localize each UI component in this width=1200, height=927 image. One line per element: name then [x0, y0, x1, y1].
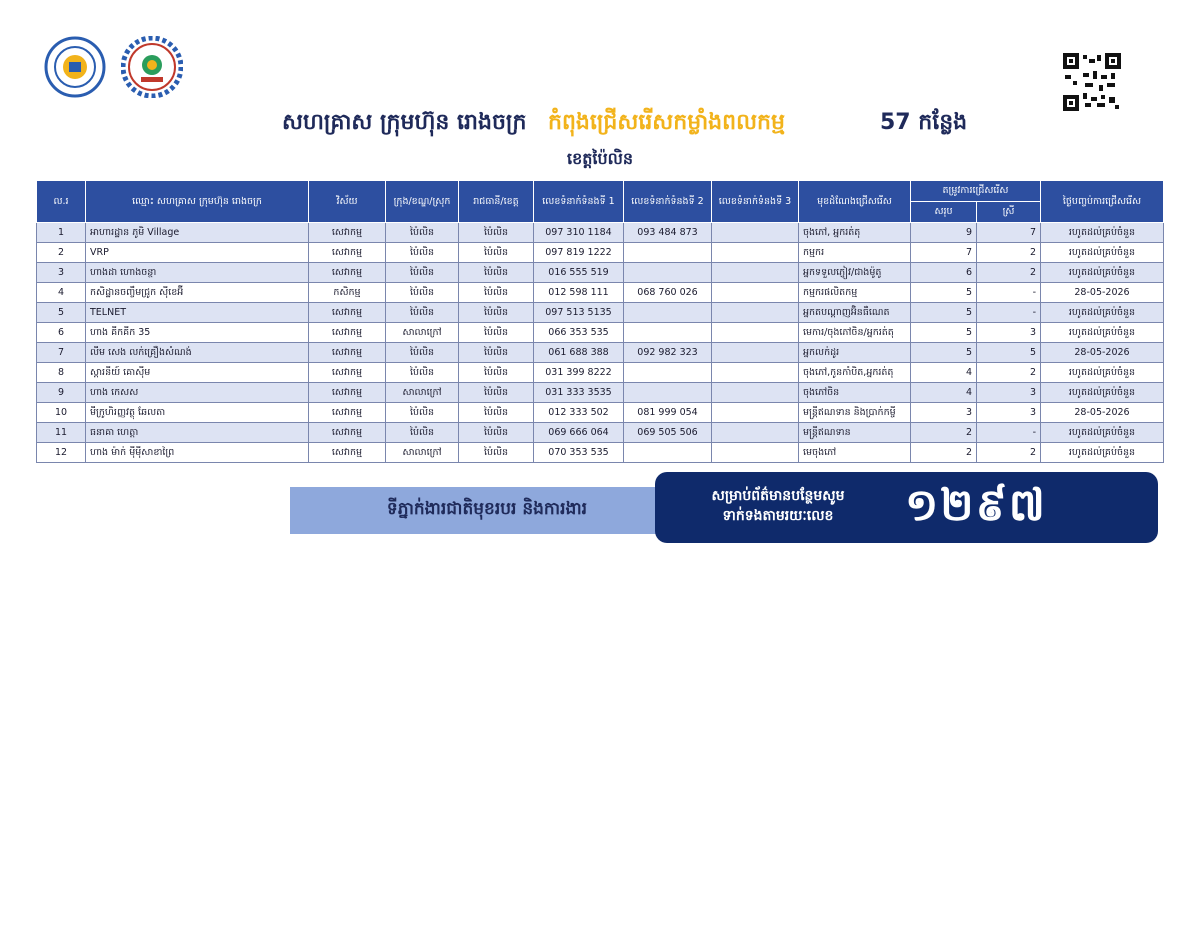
- table-row: [37, 363, 1164, 383]
- cell-phone3: [712, 243, 799, 263]
- header-female: ស្រី: [977, 202, 1041, 223]
- cell-phone1: 031 333 3535: [534, 383, 624, 403]
- cell-sector: សេវាកម្ម: [309, 423, 386, 443]
- cell-female: 3: [977, 323, 1041, 343]
- cell-name: លីម សេង លក់គ្រឿងសំណង់: [86, 343, 309, 363]
- cell-district: ប៉ៃលិន: [386, 243, 459, 263]
- cell-phone2: [624, 323, 712, 343]
- cell-deadline: រហូតដល់គ្រប់ចំនួន: [1041, 423, 1164, 443]
- cell-sector: សេវាកម្ម: [309, 343, 386, 363]
- cell-phone1: 070 353 535: [534, 443, 624, 463]
- cell-no: 8: [37, 363, 86, 383]
- cell-position: កម្មករ: [799, 243, 911, 263]
- cell-phone1: 066 353 535: [534, 323, 624, 343]
- table-row: [37, 263, 1164, 283]
- cell-no: 10: [37, 403, 86, 423]
- cell-phone1: 097 310 1184: [534, 223, 624, 243]
- cell-sector: សេវាកម្ម: [309, 243, 386, 263]
- cell-name: ស្តារនីយ៍ គោស៊ីម: [86, 363, 309, 383]
- cell-name: អាហារដ្ឋាន ភូមិ Village: [86, 223, 309, 243]
- cell-deadline: រហូតដល់គ្រប់ចំនួន: [1041, 243, 1164, 263]
- cell-district: ប៉ៃលិន: [386, 423, 459, 443]
- cell-province: ប៉ៃលិន: [459, 383, 534, 403]
- cell-deadline: រហូតដល់គ្រប់ចំនួន: [1041, 323, 1164, 343]
- cell-name: TELNET: [86, 303, 309, 323]
- header-district: ក្រុង/ខណ្ឌ/ស្រុក: [386, 181, 459, 223]
- qr-code-icon: [1063, 53, 1121, 111]
- table-row: [37, 403, 1164, 423]
- cell-sector: សេវាកម្ម: [309, 263, 386, 283]
- cell-deadline: រហូតដល់គ្រប់ចំនួន: [1041, 223, 1164, 243]
- cell-name: ហាង ម៉ាក់ ម៉ីម៉ីសាខាព្រៃ: [86, 443, 309, 463]
- table-row: [37, 443, 1164, 463]
- cell-female: 3: [977, 403, 1041, 423]
- cell-phone3: [712, 363, 799, 383]
- cell-no: 12: [37, 443, 86, 463]
- cell-deadline: 28-05-2026: [1041, 343, 1164, 363]
- table-row: [37, 323, 1164, 343]
- cell-phone3: [712, 283, 799, 303]
- cell-deadline: រហូតដល់គ្រប់ចំនួន: [1041, 263, 1164, 283]
- cell-no: 4: [37, 283, 86, 303]
- cell-phone1: 097 819 1222: [534, 243, 624, 263]
- table-row: [37, 383, 1164, 403]
- cell-province: ប៉ៃលិន: [459, 323, 534, 343]
- cell-province: ប៉ៃលិន: [459, 303, 534, 323]
- cell-no: 3: [37, 263, 86, 283]
- table-row: [37, 223, 1164, 243]
- cell-district: សាលាក្រៅ: [386, 383, 459, 403]
- table-row: [37, 303, 1164, 323]
- table-row: [37, 283, 1164, 303]
- cell-sector: សេវាកម្ម: [309, 223, 386, 243]
- cell-position: ចុងភៅចិន: [799, 383, 911, 403]
- cell-phone3: [712, 323, 799, 343]
- agency-banner: [290, 487, 704, 534]
- cell-total: 5: [911, 323, 977, 343]
- cell-name: ហាងដា ហោងចន្ថា: [86, 263, 309, 283]
- cell-female: 2: [977, 243, 1041, 263]
- cell-position: ចុងភៅ,កូនកាំបិត,អ្នករត់តុ: [799, 363, 911, 383]
- cell-female: 2: [977, 443, 1041, 463]
- cell-phone2: 068 760 026: [624, 283, 712, 303]
- cell-no: 1: [37, 223, 86, 243]
- cell-district: ប៉ៃលិន: [386, 283, 459, 303]
- province-subtitle: ខេត្តប៉ៃលិន: [566, 149, 633, 168]
- cell-total: 6: [911, 263, 977, 283]
- cell-position: មេចុងភៅ: [799, 443, 911, 463]
- cell-sector: សេវាកម្ម: [309, 403, 386, 423]
- header-name: ឈ្មោះ សហគ្រាស ក្រុមហ៊ុន រោងចក្រ: [86, 181, 309, 223]
- cell-sector: សេវាកម្ម: [309, 323, 386, 343]
- cell-province: ប៉ៃលិន: [459, 283, 534, 303]
- header-phone2: លេខទំនាក់ទំនងទី 2: [624, 181, 712, 223]
- cell-phone1: 031 399 8222: [534, 363, 624, 383]
- cell-no: 9: [37, 383, 86, 403]
- cell-female: 3: [977, 383, 1041, 403]
- cell-province: ប៉ៃលិន: [459, 443, 534, 463]
- cell-total: 5: [911, 303, 977, 323]
- cell-phone1: 069 666 064: [534, 423, 624, 443]
- cell-total: 2: [911, 423, 977, 443]
- cell-province: ប៉ៃលិន: [459, 263, 534, 283]
- cell-name: ហាង កេសស: [86, 383, 309, 403]
- cell-name: VRP: [86, 243, 309, 263]
- cell-province: ប៉ៃលិន: [459, 223, 534, 243]
- cell-female: 7: [977, 223, 1041, 243]
- cell-female: 2: [977, 263, 1041, 283]
- cell-total: 9: [911, 223, 977, 243]
- cell-district: ប៉ៃលិន: [386, 343, 459, 363]
- cell-phone2: [624, 443, 712, 463]
- cell-name: កសិដ្ឋានចញ្ចឹមជ្រូក ស៊ីខេអ៊ី: [86, 283, 309, 303]
- table-row: [37, 423, 1164, 443]
- cell-sector: សេវាកម្ម: [309, 303, 386, 323]
- cell-phone3: [712, 403, 799, 423]
- cell-phone2: [624, 303, 712, 323]
- title-organizations: សហគ្រាស ក្រុមហ៊ុន រោងចក្រ: [282, 110, 527, 135]
- header-no: ល.រ: [37, 181, 86, 223]
- cell-deadline: រហូតដល់គ្រប់ចំនួន: [1041, 383, 1164, 403]
- cell-no: 5: [37, 303, 86, 323]
- cell-sector: សេវាកម្ម: [309, 363, 386, 383]
- cell-sector: សេវាកម្ម: [309, 443, 386, 463]
- cell-total: 3: [911, 403, 977, 423]
- cell-deadline: រហូតដល់គ្រប់ចំនួន: [1041, 443, 1164, 463]
- cell-position: អ្នកតបណ្តាញអ៊ិនធឺណេត: [799, 303, 911, 323]
- header-phone1: លេខទំនាក់ទំនងទី 1: [534, 181, 624, 223]
- cell-district: ប៉ៃលិន: [386, 403, 459, 423]
- cell-no: 2: [37, 243, 86, 263]
- cell-phone1: 012 333 502: [534, 403, 624, 423]
- cell-district: សាលាក្រៅ: [386, 323, 459, 343]
- table-row: [37, 343, 1164, 363]
- cell-no: 7: [37, 343, 86, 363]
- cell-phone2: 093 484 873: [624, 223, 712, 243]
- ministry-emblem-icon: [44, 36, 106, 98]
- cell-deadline: រហូតដល់គ្រប់ចំនួន: [1041, 363, 1164, 383]
- hotline-number: ១២៩៧: [905, 480, 1047, 531]
- cell-sector: កសិកម្ម: [309, 283, 386, 303]
- nea-gear-logo-icon: [121, 36, 183, 98]
- cell-district: ប៉ៃលិន: [386, 223, 459, 243]
- contact-line1: សម្រាប់ព័ត៌មានបន្ថែមសូម: [711, 488, 845, 504]
- header-needed: តម្រូវការជ្រើសរើស: [911, 181, 1041, 202]
- contact-info: [693, 486, 863, 526]
- cell-position: ចុងភៅ, អ្នករត់តុ: [799, 223, 911, 243]
- cell-female: -: [977, 423, 1041, 443]
- cell-name: ធនាគា ហេត្តា: [86, 423, 309, 443]
- cell-phone2: 081 999 054: [624, 403, 712, 423]
- cell-total: 7: [911, 243, 977, 263]
- cell-deadline: 28-05-2026: [1041, 283, 1164, 303]
- cell-female: 2: [977, 363, 1041, 383]
- header-deadline: ថ្ងៃបញ្ចប់ការជ្រើសរើស: [1041, 181, 1164, 223]
- cell-phone3: [712, 423, 799, 443]
- cell-no: 6: [37, 323, 86, 343]
- page-title: [0, 108, 1200, 142]
- cell-phone1: 012 598 111: [534, 283, 624, 303]
- cell-phone3: [712, 443, 799, 463]
- cell-phone2: [624, 363, 712, 383]
- hotline-banner: [655, 472, 1158, 543]
- cell-position: កម្មករផលិតកម្ម: [799, 283, 911, 303]
- cell-total: 4: [911, 383, 977, 403]
- cell-district: ប៉ៃលិន: [386, 363, 459, 383]
- cell-position: មន្ត្រីឥណទាន: [799, 423, 911, 443]
- cell-sector: សេវាកម្ម: [309, 383, 386, 403]
- job-listings-table: [36, 180, 1164, 463]
- cell-province: ប៉ៃលិន: [459, 403, 534, 423]
- cell-female: 5: [977, 343, 1041, 363]
- cell-province: ប៉ៃលិន: [459, 243, 534, 263]
- table-row: [37, 243, 1164, 263]
- cell-phone3: [712, 263, 799, 283]
- cell-female: -: [977, 283, 1041, 303]
- contact-line2: ទាក់ទងតាមរយៈលេខ: [722, 508, 834, 524]
- cell-province: ប៉ៃលិន: [459, 363, 534, 383]
- cell-phone2: [624, 243, 712, 263]
- header-position: មុខដំណែងជ្រើសរើស: [799, 181, 911, 223]
- cell-total: 2: [911, 443, 977, 463]
- cell-phone2: [624, 383, 712, 403]
- cell-phone1: 016 555 519: [534, 263, 624, 283]
- cell-phone2: [624, 263, 712, 283]
- cell-name: ហាង គីកគីក 35: [86, 323, 309, 343]
- cell-no: 11: [37, 423, 86, 443]
- cell-province: ប៉ៃលិន: [459, 343, 534, 363]
- cell-position: មេការ/ចុងភៅចិន/អ្នករត់តុ: [799, 323, 911, 343]
- cell-deadline: រហូតដល់គ្រប់ចំនួន: [1041, 303, 1164, 323]
- cell-deadline: 28-05-2026: [1041, 403, 1164, 423]
- cell-province: ប៉ៃលិន: [459, 423, 534, 443]
- agency-name: ទីភ្នាក់ងារជាតិមុខរបរ និងការងារ: [386, 499, 588, 519]
- cell-name: មីក្រូហិរញ្ញវត្ថុ ឆែលតា: [86, 403, 309, 423]
- cell-total: 4: [911, 363, 977, 383]
- cell-district: ប៉ៃលិន: [386, 263, 459, 283]
- cell-phone3: [712, 303, 799, 323]
- cell-district: សាលាក្រៅ: [386, 443, 459, 463]
- cell-district: ប៉ៃលិន: [386, 303, 459, 323]
- cell-position: អ្នកទទួលភ្ញៀវ/ជាងម៉ូតូ: [799, 263, 911, 283]
- cell-phone2: 092 982 323: [624, 343, 712, 363]
- cell-phone3: [712, 343, 799, 363]
- title-position-count: 57 កន្លែង: [880, 110, 968, 135]
- title-recruiting: កំពុងជ្រើសរើសកម្លាំងពលកម្ម: [548, 110, 785, 135]
- cell-phone1: 097 513 5135: [534, 303, 624, 323]
- header-sector: វិស័យ: [309, 181, 386, 223]
- cell-phone3: [712, 223, 799, 243]
- header-phone3: លេខទំនាក់ទំនងទី 3: [712, 181, 799, 223]
- cell-position: មន្ត្រីឥណទាន និងប្រាក់កម្ចី: [799, 403, 911, 423]
- cell-phone1: 061 688 388: [534, 343, 624, 363]
- header-province: រាជធានី/ខេត្ត: [459, 181, 534, 223]
- cell-female: -: [977, 303, 1041, 323]
- cell-total: 5: [911, 343, 977, 363]
- cell-phone2: 069 505 506: [624, 423, 712, 443]
- cell-total: 5: [911, 283, 977, 303]
- cell-position: អ្នកលក់ដូរ: [799, 343, 911, 363]
- cell-phone3: [712, 383, 799, 403]
- header-total: សរុប: [911, 202, 977, 223]
